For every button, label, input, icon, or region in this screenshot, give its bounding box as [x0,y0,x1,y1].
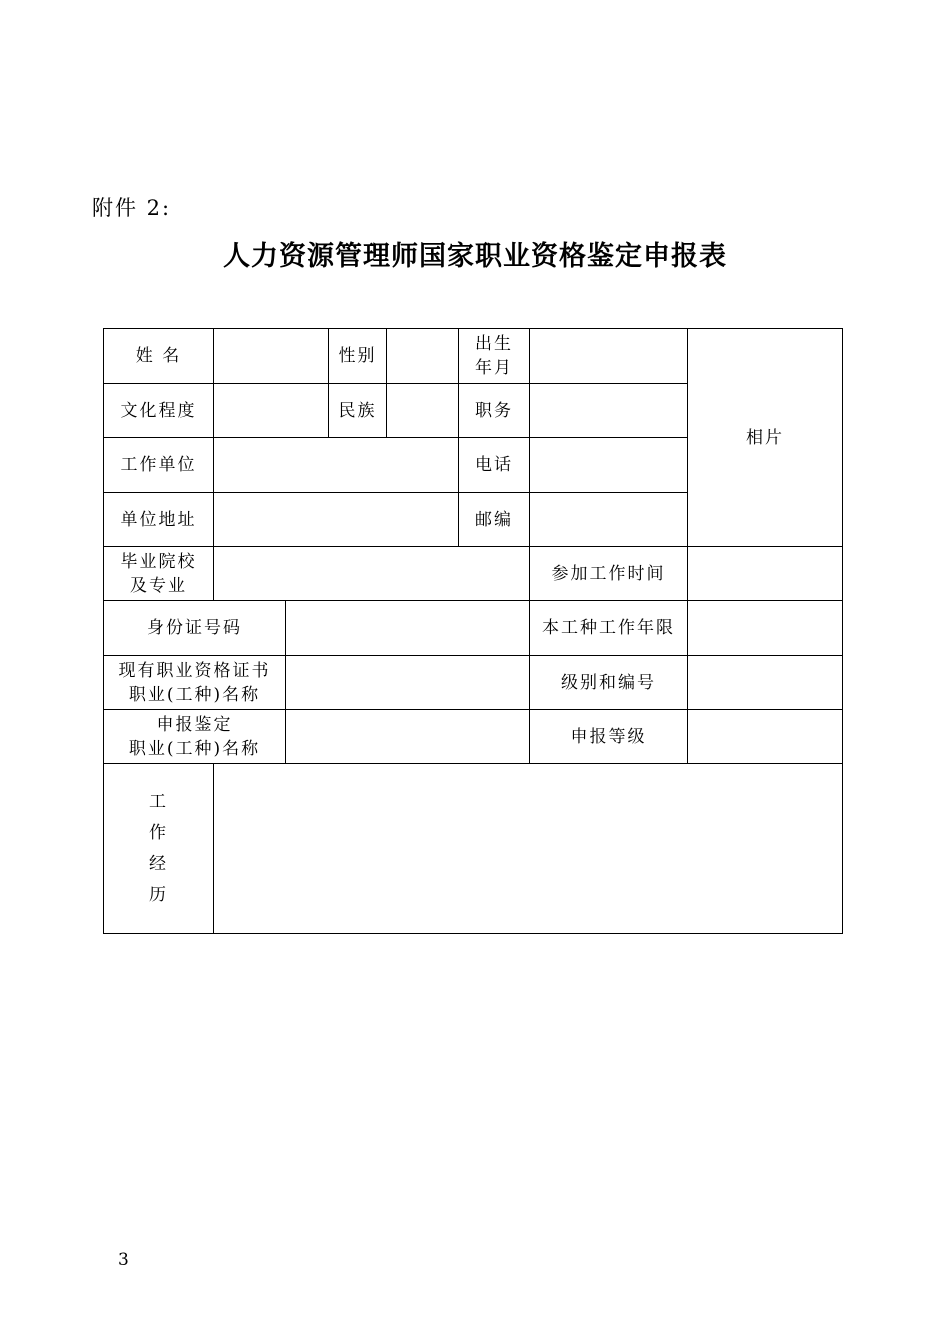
birth-date-field[interactable] [529,328,687,383]
work-start-label: 参加工作时间 [529,546,687,600]
gender-field[interactable] [386,328,458,383]
postcode-field[interactable] [529,492,687,546]
employer-address-label: 单位地址 [103,492,213,546]
form-title: 人力资源管理师国家职业资格鉴定申报表 [223,241,727,272]
work-history-label [103,763,213,934]
application-form-table [103,328,843,934]
years-in-trade-field[interactable] [687,600,843,655]
applied-occupation-field[interactable] [285,709,529,763]
id-number-label: 身份证号码 [103,600,285,655]
applied-level-field[interactable] [687,709,843,763]
ethnicity-label: 民族 [328,383,386,437]
page-number: 3 [118,1250,129,1270]
work-start-field[interactable] [687,546,843,600]
position-label: 职务 [458,383,529,437]
education-label: 文化程度 [103,383,213,437]
photo-box: 相片 [687,328,843,546]
cert-level-label: 级别和编号 [529,655,687,709]
employer-field[interactable] [213,437,458,492]
name-label: 姓 名 [103,328,213,383]
school-major-label: 毕业院校 及专业 [103,546,213,600]
work-history-label-char: 经 [149,853,168,874]
employer-address-field[interactable] [213,492,458,546]
ethnicity-field[interactable] [386,383,458,437]
work-history-label-char: 作 [149,822,168,843]
education-field[interactable] [213,383,328,437]
work-history-label-char: 历 [149,884,168,905]
position-field[interactable] [529,383,687,437]
gender-label: 性别 [328,328,386,383]
attachment-label: 附件 2: [92,196,172,220]
cert-level-field[interactable] [687,655,843,709]
birth-date-label: 出生 年月 [458,328,529,383]
current-cert-field[interactable] [285,655,529,709]
postcode-label: 邮编 [458,492,529,546]
applied-level-label: 申报等级 [529,709,687,763]
years-in-trade-label: 本工种工作年限 [529,600,687,655]
school-major-field[interactable] [213,546,529,600]
name-field[interactable] [213,328,328,383]
work-history-label-char: 工 [149,791,168,812]
phone-label: 电话 [458,437,529,492]
current-cert-label: 现有职业资格证书 职业(工种)名称 [103,655,285,709]
work-history-field[interactable] [213,763,843,934]
employer-label: 工作单位 [103,437,213,492]
phone-field[interactable] [529,437,687,492]
id-number-field[interactable] [285,600,529,655]
applied-occupation-label: 申报鉴定 职业(工种)名称 [103,709,285,763]
